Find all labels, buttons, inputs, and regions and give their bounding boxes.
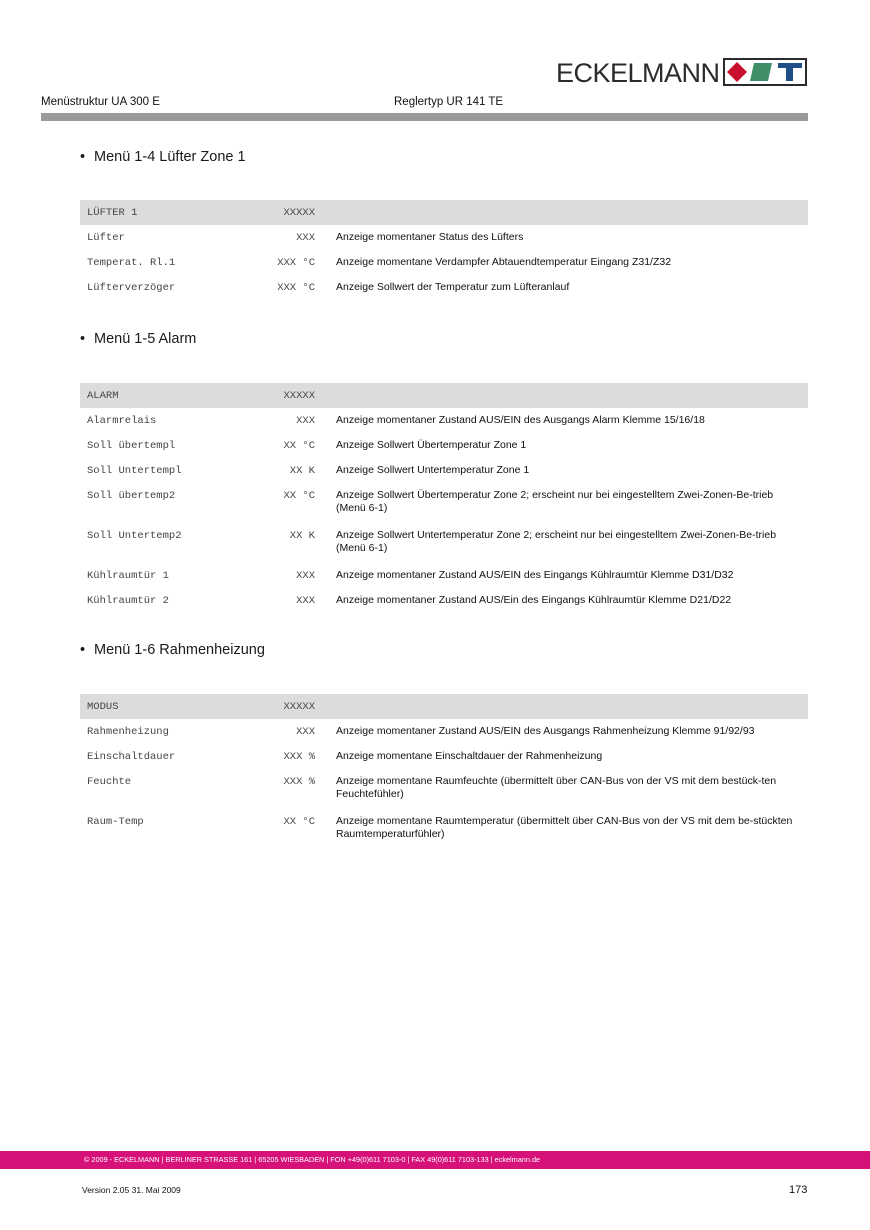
section-title (80, 331, 196, 347)
menu-table (80, 200, 808, 300)
table-header-name: LÜFTER 1 (87, 207, 138, 219)
table-row (80, 483, 808, 523)
table-row (80, 433, 808, 458)
section-title (80, 642, 265, 658)
row-description: Anzeige Sollwert Untertemperatur Zone 2; erscheint nur bei eingestelltem Zwei-Zonen-Be-trieb (Menü 6-1) (336, 529, 777, 554)
row-value: XX K (289, 465, 315, 477)
menu-table (80, 694, 808, 849)
section-title-text: Menü 1-6 Rahmenheizung (94, 642, 265, 658)
table-row (80, 744, 808, 769)
row-value: XX K (289, 530, 315, 542)
bullet-icon: • (80, 642, 86, 658)
row-description: Anzeige Sollwert Übertemperatur Zone 1 (336, 439, 527, 451)
table-row (80, 719, 808, 744)
row-description: Anzeige Sollwert der Temperatur zum Lüfteranlauf (336, 281, 570, 293)
table-row (80, 769, 808, 809)
table-header-value: XXXXX (283, 207, 315, 219)
row-value: XXX (296, 415, 315, 427)
menu-table (80, 383, 808, 613)
row-description: Anzeige momentaner Zustand AUS/EIN des Eingangs Kühlraumtür Klemme D31/D32 (336, 569, 734, 581)
table-row (80, 809, 808, 849)
row-description: Anzeige Sollwert Übertemperatur Zone 2; erscheint nur bei eingestelltem Zwei-Zonen-Be-trieb (Menü 6-1) (336, 489, 774, 514)
row-name: Kühlraumtür 2 (87, 595, 169, 607)
row-name: Feuchte (87, 776, 132, 788)
row-value: XX °C (283, 440, 315, 452)
table-row (80, 250, 808, 275)
brand-logo-text: ECKELMANN (556, 58, 720, 88)
table-row (80, 563, 808, 588)
row-value: XXX % (283, 776, 315, 788)
row-name: Temperat. Rl.1 (87, 257, 176, 269)
header-divider (41, 113, 808, 121)
table-row (80, 225, 808, 250)
header-document-title: Menüstruktur UA 300 E (41, 96, 160, 108)
row-description: Anzeige Sollwert Untertemperatur Zone 1 (336, 464, 530, 476)
row-value: XXX °C (277, 257, 315, 269)
section-title-text: Menü 1-5 Alarm (94, 331, 197, 347)
footer-bar (0, 1151, 870, 1169)
row-value: XXX (296, 570, 315, 582)
table-header-value: XXXXX (283, 390, 315, 402)
version-info: Version 2.05 31. Mai 2009 (82, 1185, 181, 1195)
bullet-icon: • (80, 149, 86, 165)
row-value: XXX (296, 726, 315, 738)
table-row (80, 588, 808, 613)
row-description: Anzeige momentane Raumtemperatur (übermittelt über CAN-Bus von der VS mit dem be-stückten Raumtemperaturfühler) (336, 815, 793, 840)
table-header-value: XXXXX (283, 701, 315, 713)
table-header (80, 200, 808, 225)
table-row (80, 275, 808, 300)
row-name: Raum-Temp (87, 816, 144, 828)
row-description: Anzeige momentane Einschaltdauer der Rahmenheizung (336, 750, 603, 762)
row-description: Anzeige momentaner Zustand AUS/EIN des Ausgangs Alarm Klemme 15/16/18 (336, 414, 705, 426)
row-value: XXX °C (277, 282, 315, 294)
table-row (80, 408, 808, 433)
row-value: XXX % (283, 751, 315, 763)
row-name: Einschaltdauer (87, 751, 176, 763)
row-description: Anzeige momentane Raumfeuchte (übermittelt über CAN-Bus von der VS mit dem bestück-ten Feuchtefühler) (336, 775, 777, 800)
row-name: Alarmrelais (87, 415, 157, 427)
section-title-text: Menü 1-4 Lüfter Zone 1 (94, 149, 246, 165)
page-number: 173 (789, 1184, 808, 1196)
table-header-name: MODUS (87, 701, 119, 713)
row-name: Rahmenheizung (87, 726, 169, 738)
section-title (80, 149, 246, 165)
table-row (80, 523, 808, 563)
table-row (80, 458, 808, 483)
row-value: XXX (296, 595, 315, 607)
row-name: Soll Untertempl (87, 465, 182, 477)
row-name: Soll übertempl (87, 440, 176, 452)
bullet-icon: • (80, 331, 86, 347)
footer-contact: © 2009 - ECKELMANN | BERLINER STRASSE 161 | 65205 WIESBADEN | FON +49(0)611 7103-0 | FAX 49(0)611 7103-133 | eckelmann.de (84, 1155, 541, 1164)
row-description: Anzeige momentaner Zustand AUS/EIN des Ausgangs Rahmenheizung Klemme 91/92/93 (336, 725, 755, 737)
table-header-name: ALARM (87, 390, 119, 402)
row-name: Lüfterverzöger (87, 282, 176, 294)
table-header (80, 694, 808, 719)
row-value: XXX (296, 232, 315, 244)
row-name: Soll übertemp2 (87, 490, 176, 502)
row-name: Lüfter (87, 232, 125, 244)
row-description: Anzeige momentaner Status des Lüfters (336, 231, 524, 243)
table-header (80, 383, 808, 408)
brand-logo-icon (723, 58, 807, 86)
header-controller-type: Reglertyp UR 141 TE (394, 96, 504, 108)
row-value: XX °C (283, 490, 315, 502)
row-description: Anzeige momentane Verdampfer Abtauendtemperatur Eingang Z31/Z32 (336, 256, 672, 268)
row-name: Kühlraumtür 1 (87, 570, 169, 582)
row-value: XX °C (283, 816, 315, 828)
row-description: Anzeige momentaner Zustand AUS/Ein des Eingangs Kühlraumtür Klemme D21/D22 (336, 594, 732, 606)
row-name: Soll Untertemp2 (87, 530, 182, 542)
